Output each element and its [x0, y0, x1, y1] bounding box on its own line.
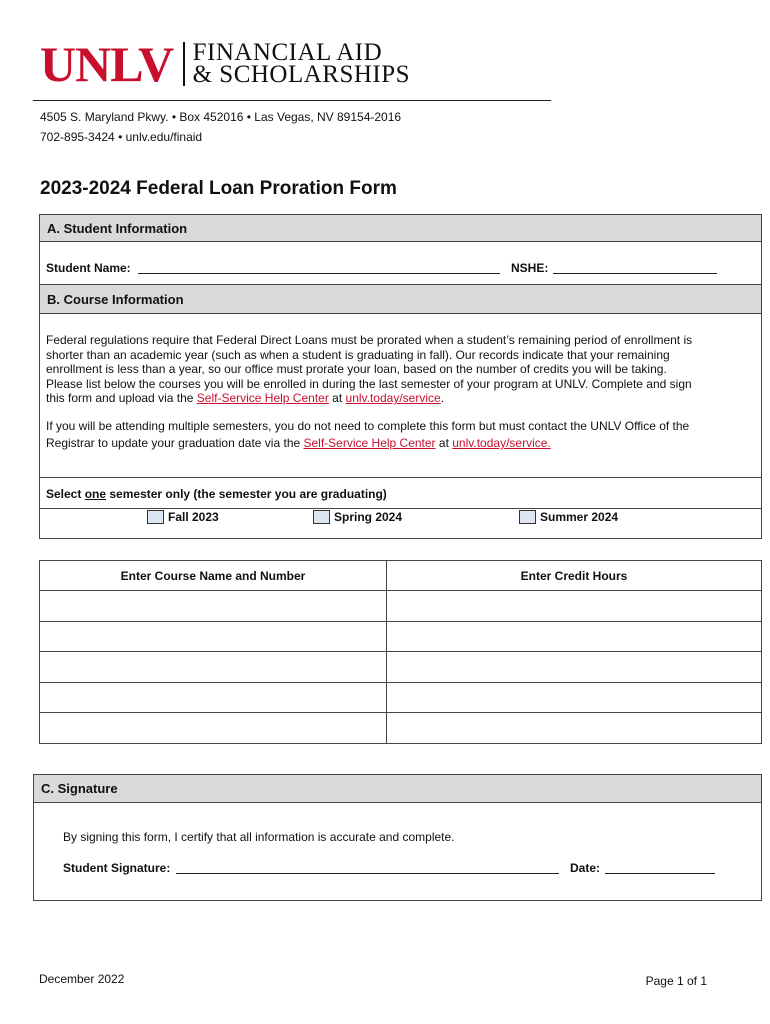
course-name-cell[interactable]	[40, 621, 387, 652]
certify-statement: By signing this form, I certify that all information is accurate and complete.	[63, 830, 455, 844]
credit-hours-cell[interactable]	[387, 652, 762, 683]
page-number: Page 1 of 1	[645, 974, 707, 988]
section-b-heading: B. Course Information	[40, 285, 761, 314]
address-line-2: 702-895-3424 • unlv.edu/finaid	[40, 130, 203, 144]
section-c-box	[33, 774, 762, 901]
address-line-1: 4505 S. Maryland Pkwy. • Box 452016 • Las Vegas, NV 89154-2016	[40, 110, 402, 124]
semester-option-fall-2023[interactable]: Fall 2023	[147, 510, 219, 524]
credit-hours-cell[interactable]	[387, 591, 762, 622]
logo-line-1: FINANCIAL AID	[192, 39, 383, 66]
table-row	[40, 652, 762, 683]
service-url-link[interactable]: unlv.today/service	[345, 391, 441, 406]
table-row	[40, 621, 762, 652]
signature-field[interactable]	[176, 873, 559, 874]
spring-2024-checkbox[interactable]	[313, 510, 330, 524]
logo-line-2: & SCHOLARSHIPS	[192, 61, 411, 88]
course-info-paragraph-1: Federal regulations require that Federal Direct Loans must be prorated when a student’s remaining period of enrollment is shorter than an academic year (such as when a student is graduating in fall). Our records indicate that your remaining enrollment is less than a year, so our office must prorate your loan, based on the number of credits you will be taking. Please list below the courses you will be enrolled in during the last semester of your program at UNLV. Complete and sign this form and upload via the Self-Service Help Center at unlv.today/service.	[46, 333, 693, 406]
course-name-cell[interactable]	[40, 591, 387, 622]
section-a-heading: A. Student Information	[40, 215, 761, 242]
summer-2024-checkbox[interactable]	[519, 510, 536, 524]
fall-2023-checkbox[interactable]	[147, 510, 164, 524]
course-name-cell[interactable]	[40, 713, 387, 744]
semester-option-spring-2024[interactable]: Spring 2024	[313, 510, 402, 524]
course-name-cell[interactable]	[40, 652, 387, 683]
logo-text	[192, 39, 411, 88]
signature-label: Student Signature:	[63, 861, 171, 875]
self-service-link[interactable]: Self-Service Help Center	[196, 391, 329, 406]
service-url-link-2[interactable]: unlv.today/service.	[452, 436, 551, 450]
header-divider	[33, 100, 551, 101]
courses-table	[39, 560, 762, 744]
section-b-divider	[40, 477, 761, 478]
sections-ab-box	[39, 214, 762, 539]
logo-mark: UNLV	[40, 36, 174, 92]
student-name-label: Student Name:	[46, 261, 131, 275]
footer-date: December 2022	[39, 972, 125, 986]
credit-hours-header: Enter Credit Hours	[387, 561, 762, 591]
nshe-label: NSHE:	[511, 261, 549, 275]
course-name-cell[interactable]	[40, 682, 387, 713]
table-row	[40, 682, 762, 713]
date-field[interactable]	[605, 873, 715, 874]
credit-hours-cell[interactable]	[387, 621, 762, 652]
semester-option-summer-2024[interactable]: Summer 2024	[519, 510, 618, 524]
course-name-header: Enter Course Name and Number	[40, 561, 387, 591]
section-c-heading: C. Signature	[34, 775, 761, 803]
page-title: 2023-2024 Federal Loan Proration Form	[40, 178, 397, 199]
logo-divider	[183, 42, 185, 86]
self-service-link-2[interactable]: Self-Service Help Center	[303, 436, 436, 450]
nshe-field[interactable]	[553, 273, 717, 274]
table-row	[40, 713, 762, 744]
course-info-paragraph-2: If you will be attending multiple semesters, you do not need to complete this form but must contact the UNLV Office of the Registrar to update your graduation date via the Self-Service Help Center at unlv.today/service.	[46, 419, 690, 450]
student-name-field[interactable]	[138, 273, 500, 274]
credit-hours-cell[interactable]	[387, 713, 762, 744]
unlv-logo	[40, 38, 410, 90]
semester-instruction: Select one semester only (the semester you are graduating)	[46, 487, 387, 501]
date-label: Date:	[570, 861, 601, 875]
semester-row-divider	[40, 508, 761, 509]
table-row	[40, 591, 762, 622]
student-info-row	[40, 242, 761, 285]
courses-table-header	[40, 561, 762, 591]
credit-hours-cell[interactable]	[387, 682, 762, 713]
